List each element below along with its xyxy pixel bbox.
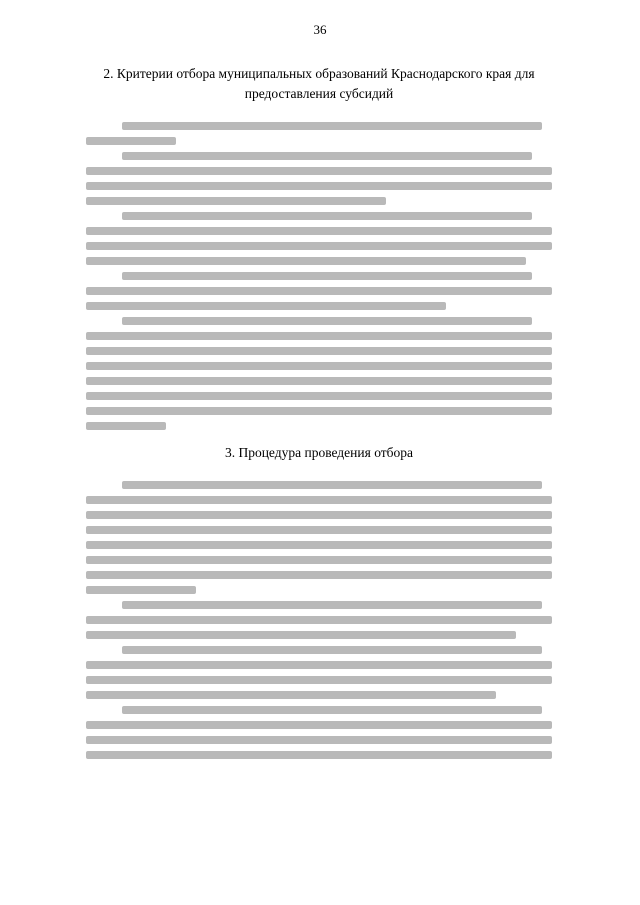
text-line [86, 257, 526, 265]
section-3-text-block [86, 481, 552, 759]
text-line [86, 182, 552, 190]
text-line [122, 122, 542, 130]
text-line [86, 721, 552, 729]
text-line [86, 511, 552, 519]
section-2-text-block [86, 122, 552, 430]
text-line [86, 571, 552, 579]
text-line [86, 541, 552, 549]
text-line [86, 242, 552, 250]
text-line [86, 302, 446, 310]
text-line [86, 751, 552, 759]
text-line [86, 661, 552, 669]
text-line [86, 422, 166, 430]
text-line [86, 347, 552, 355]
text-line [122, 646, 542, 654]
text-line [122, 481, 542, 489]
text-line [86, 526, 552, 534]
text-line [86, 167, 552, 175]
text-line [86, 362, 552, 370]
section-heading-3: 3. Процедура проведения отбора [224, 445, 414, 460]
text-line [86, 227, 552, 235]
text-line [86, 676, 552, 684]
text-line [86, 287, 552, 295]
text-line [86, 392, 552, 400]
text-line [86, 586, 196, 594]
text-line [86, 736, 552, 744]
text-line [86, 496, 552, 504]
text-line [122, 212, 532, 220]
text-line [122, 152, 532, 160]
text-line [86, 197, 386, 205]
text-line [86, 691, 496, 699]
text-line [86, 616, 552, 624]
text-line [86, 377, 552, 385]
text-line [86, 556, 552, 564]
text-line [122, 272, 532, 280]
text-line [86, 407, 552, 415]
text-line [86, 332, 552, 340]
section-heading-2: 2. Критерии отбора муниципальных образований Краснодарского края для предоставления субсидий [103, 66, 535, 101]
document-body [86, 64, 552, 766]
text-line [122, 317, 532, 325]
text-line [86, 137, 176, 145]
text-line [122, 706, 542, 714]
text-line [122, 601, 542, 609]
page-number: 36 [313, 22, 327, 37]
text-line [86, 631, 516, 639]
